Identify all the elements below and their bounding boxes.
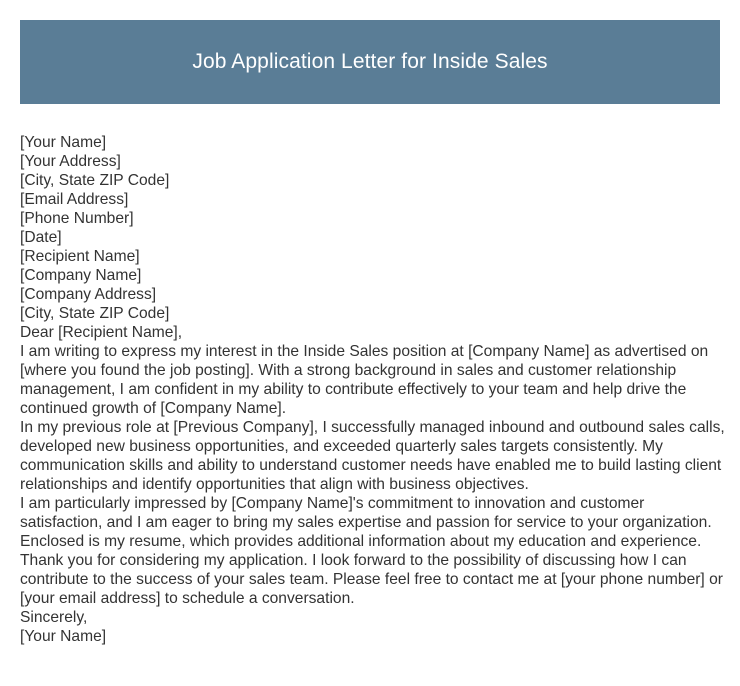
signature: [Your Name] (20, 628, 107, 645)
letter-body (20, 133, 726, 646)
paragraph-intro: I am writing to express my interest in the Inside Sales position at [Company Name] as advertised on [where you found the job posting]. With a strong background in sales and customer relationship management, I am confident in my ability to contribute effectively to your team and help drive the continued growth of [Company Name]. (20, 343, 709, 417)
letter-date: [Date] (20, 229, 62, 246)
title-banner (20, 20, 720, 104)
paragraph-experience: In my previous role at [Previous Company], I successfully managed inbound and outbound sales calls, developed new business opportunities, and exceeded quarterly sales targets consistently. My communication skills and ability to understand customer needs have enabled me to build lasting client relationships and identify opportunities that align with business objectives. (20, 419, 725, 493)
recipient-company: [Company Name] (20, 267, 142, 284)
sender-email: [Email Address] (20, 191, 129, 208)
page-title: Job Application Letter for Inside Sales (192, 50, 548, 73)
sender-phone: [Phone Number] (20, 210, 134, 227)
recipient-city-state-zip: [City, State ZIP Code] (20, 305, 170, 322)
salutation: Dear [Recipient Name], (20, 324, 183, 341)
closing: Sincerely, (20, 609, 88, 626)
sender-address: [Your Address] (20, 153, 121, 170)
sender-city-state-zip: [City, State ZIP Code] (20, 172, 170, 189)
recipient-company-address: [Company Address] (20, 286, 157, 303)
paragraph-closing: Thank you for considering my application. I look forward to the possibility of discussing how I can contribute to the success of your sales team. Please feel free to contact me at [your phone number] or [your email address] to schedule a conversation. (20, 552, 723, 607)
recipient-name: [Recipient Name] (20, 248, 140, 265)
sender-name: [Your Name] (20, 134, 107, 151)
paragraph-interest: I am particularly impressed by [Company Name]'s commitment to innovation and customer satisfaction, and I am eager to bring my sales expertise and passion for service to your organization. Enclosed is my resume, which provides additional information about my education and experience. (20, 495, 712, 550)
